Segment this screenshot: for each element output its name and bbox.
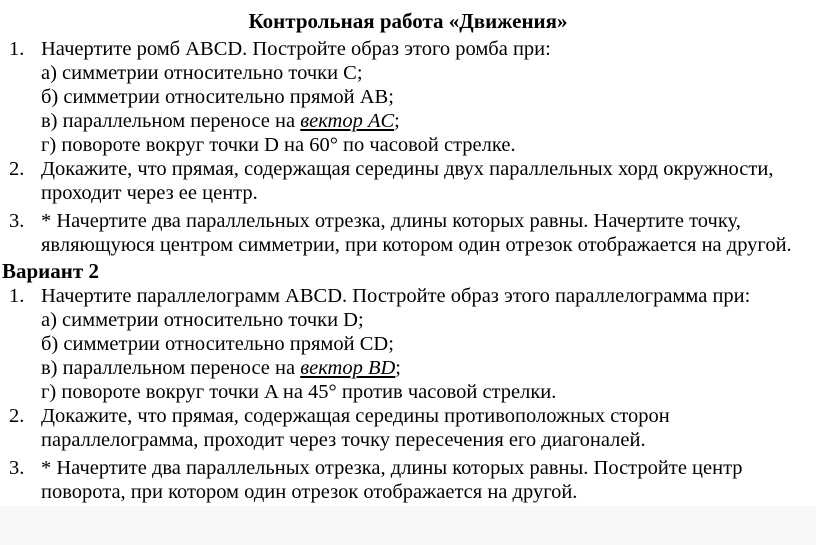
v2-task1-intro: Начертите параллелограмм ABCD. Постройте образ этого параллелограмма при: [41,285,751,307]
v2-task2-number: 2. [9,405,25,427]
v1-task1-b: б) симметрии относительно прямой AB; [41,86,394,108]
v1-vector-ac-link[interactable]: вектор AC [300,110,395,132]
v1-task1-c-prefix: в) параллельном переносе на [41,110,301,132]
v2-task1-c-prefix: в) параллельном переносе на [41,357,301,379]
v1-task2-line2: проходит через ее центр. [41,182,258,204]
v2-task1-c-suffix: ; [395,357,401,379]
v1-task1-c [41,109,400,133]
v2-task3-number: 3. [9,457,25,479]
v1-task1-intro: Начертите ромб ABCD. Постройте образ этого ромба при: [41,38,551,60]
v1-task1-number: 1. [9,38,25,60]
v2-task1-c [41,356,401,380]
v2-vector-bd-link[interactable]: вектор BD [300,357,396,379]
v1-task1-c-suffix: ; [394,110,400,132]
v2-task2-line2: параллелограмма, проходит через точку пересечения его диагоналей. [41,429,646,451]
v2-task1-a: а) симметрии относительно точки D; [41,309,364,331]
v1-task1-d: г) повороте вокруг точки D на 60° по часовой стрелке. [41,134,516,156]
variant2-heading: Вариант 2 [2,259,99,283]
v1-task3-line1: * Начертите два параллельных отрезка, длины которых равны. Начертите точку, [41,210,741,232]
v2-task1-d: г) повороте вокруг точки A на 45° против часовой стрелки. [41,381,557,403]
document-title: Контрольная работа «Движения» [248,9,568,33]
v2-task1-b: б) симметрии относительно прямой CD; [41,333,394,355]
v2-task2-line1: Докажите, что прямая, содержащая середины противоположных сторон [41,405,670,427]
v1-task3-line2: являющуюся центром симметрии, при котором один отрезок отображается на другой. [41,234,792,256]
v1-task3-number: 3. [9,210,25,232]
v1-task2-line1: Докажите, что прямая, содержащая середины двух параллельных хорд окружности, [41,158,774,180]
page-bottom-margin [0,506,816,545]
v1-task1-a: а) симметрии относительно точки C; [41,62,363,84]
v2-task3-line2: поворота, при котором один отрезок отображается на другой. [41,481,578,503]
v1-task2-number: 2. [9,158,25,180]
v2-task3-line1: * Начертите два параллельных отрезка, длины которых равны. Постройте центр [41,457,743,479]
v2-task1-number: 1. [9,285,25,307]
